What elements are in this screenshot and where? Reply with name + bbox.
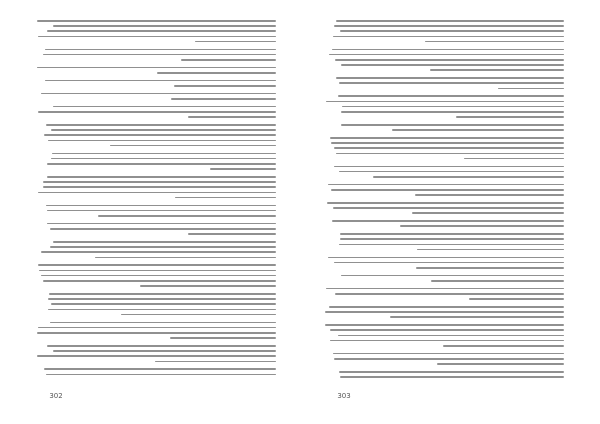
text-line bbox=[340, 233, 564, 235]
text-line bbox=[336, 77, 564, 79]
text-line bbox=[326, 288, 564, 290]
text-line bbox=[417, 249, 564, 251]
text-line bbox=[38, 111, 276, 113]
text-line bbox=[332, 49, 564, 51]
text-line bbox=[331, 189, 564, 191]
right-page-number: 303 bbox=[337, 392, 351, 400]
text-line bbox=[43, 186, 276, 188]
text-line bbox=[181, 59, 276, 61]
text-line bbox=[47, 163, 276, 165]
text-line bbox=[341, 111, 564, 113]
text-line bbox=[47, 223, 276, 225]
right-page-text-column bbox=[324, 18, 564, 384]
text-line bbox=[336, 153, 564, 155]
text-line bbox=[50, 322, 276, 324]
text-line bbox=[373, 176, 564, 178]
text-line bbox=[44, 134, 276, 136]
text-line bbox=[41, 251, 276, 253]
text-line bbox=[326, 101, 564, 103]
text-line bbox=[157, 72, 276, 74]
text-line bbox=[53, 350, 276, 352]
text-line bbox=[95, 257, 276, 259]
text-line bbox=[53, 106, 276, 108]
text-line bbox=[334, 262, 564, 264]
text-line bbox=[49, 293, 276, 295]
text-line bbox=[210, 168, 276, 170]
text-line bbox=[342, 106, 564, 108]
text-line bbox=[170, 337, 276, 339]
text-line bbox=[332, 220, 564, 222]
text-line bbox=[464, 158, 564, 160]
text-line bbox=[47, 176, 276, 178]
text-line bbox=[46, 205, 276, 207]
text-line bbox=[50, 246, 276, 248]
text-line bbox=[339, 171, 564, 173]
text-line bbox=[469, 298, 564, 300]
text-line bbox=[50, 228, 276, 230]
text-line bbox=[48, 298, 276, 300]
text-line bbox=[437, 363, 564, 365]
text-line bbox=[329, 54, 564, 56]
text-line bbox=[431, 280, 564, 282]
text-line bbox=[327, 202, 564, 204]
text-line bbox=[412, 212, 564, 214]
text-line bbox=[45, 80, 276, 82]
left-page-text-column bbox=[36, 18, 276, 384]
left-page bbox=[36, 18, 276, 400]
text-line bbox=[47, 30, 276, 32]
text-line bbox=[175, 197, 276, 199]
text-line bbox=[44, 368, 276, 370]
text-line bbox=[416, 267, 564, 269]
text-line bbox=[37, 355, 276, 357]
text-line bbox=[98, 215, 276, 217]
text-line bbox=[335, 293, 564, 295]
text-line bbox=[341, 275, 564, 277]
text-line bbox=[325, 311, 564, 313]
text-line bbox=[325, 324, 564, 326]
text-line bbox=[498, 88, 564, 90]
right-page bbox=[324, 18, 564, 400]
text-line bbox=[340, 30, 564, 32]
text-line bbox=[333, 353, 564, 355]
text-line bbox=[339, 371, 564, 373]
text-line bbox=[443, 345, 565, 347]
text-line bbox=[52, 153, 276, 155]
text-line bbox=[328, 257, 564, 259]
text-line bbox=[38, 327, 276, 329]
text-line bbox=[328, 184, 564, 186]
text-line bbox=[38, 192, 276, 194]
text-line bbox=[425, 41, 565, 43]
text-line bbox=[174, 85, 276, 87]
text-line bbox=[46, 124, 276, 126]
text-line bbox=[140, 285, 276, 287]
text-line bbox=[329, 306, 564, 308]
text-line bbox=[330, 329, 564, 331]
text-line bbox=[43, 181, 276, 183]
text-line bbox=[43, 54, 276, 56]
text-line bbox=[334, 25, 564, 27]
text-line bbox=[43, 280, 276, 282]
text-line bbox=[188, 233, 276, 235]
text-line bbox=[37, 332, 276, 334]
text-line bbox=[456, 116, 564, 118]
text-line bbox=[171, 98, 276, 100]
text-line bbox=[38, 36, 276, 38]
text-line bbox=[339, 244, 564, 246]
text-line bbox=[46, 374, 276, 376]
text-line bbox=[341, 64, 564, 66]
text-line bbox=[188, 116, 276, 118]
text-line bbox=[338, 335, 564, 337]
text-line bbox=[330, 137, 564, 139]
text-line bbox=[334, 166, 564, 168]
text-line bbox=[400, 225, 564, 227]
text-line bbox=[110, 145, 276, 147]
text-line bbox=[415, 194, 564, 196]
text-line bbox=[51, 303, 276, 305]
text-line bbox=[51, 129, 276, 131]
text-line bbox=[430, 69, 564, 71]
text-line bbox=[195, 41, 276, 43]
text-line bbox=[37, 67, 276, 69]
text-line bbox=[39, 270, 276, 272]
text-line bbox=[48, 309, 276, 311]
text-line bbox=[53, 241, 276, 243]
text-line bbox=[334, 358, 564, 360]
text-line bbox=[47, 345, 276, 347]
text-line bbox=[336, 20, 564, 22]
text-line bbox=[37, 20, 276, 22]
text-line bbox=[335, 59, 564, 61]
text-line bbox=[330, 340, 564, 342]
text-line bbox=[38, 264, 276, 266]
text-line bbox=[341, 124, 564, 126]
text-line bbox=[333, 36, 564, 38]
left-page-number: 302 bbox=[49, 392, 63, 400]
text-line bbox=[339, 82, 564, 84]
text-line bbox=[390, 316, 564, 318]
text-line bbox=[340, 376, 564, 378]
text-line bbox=[53, 25, 276, 27]
text-line bbox=[340, 238, 564, 240]
text-line bbox=[41, 93, 276, 95]
text-line bbox=[121, 314, 276, 316]
text-line bbox=[48, 140, 276, 142]
text-line bbox=[333, 207, 564, 209]
text-line bbox=[155, 361, 276, 363]
text-line bbox=[51, 158, 276, 160]
text-line bbox=[41, 275, 276, 277]
text-line bbox=[45, 49, 276, 51]
text-line bbox=[334, 147, 564, 149]
text-line bbox=[392, 129, 565, 131]
text-line bbox=[338, 95, 564, 97]
text-line bbox=[47, 210, 276, 212]
text-line bbox=[331, 142, 564, 144]
